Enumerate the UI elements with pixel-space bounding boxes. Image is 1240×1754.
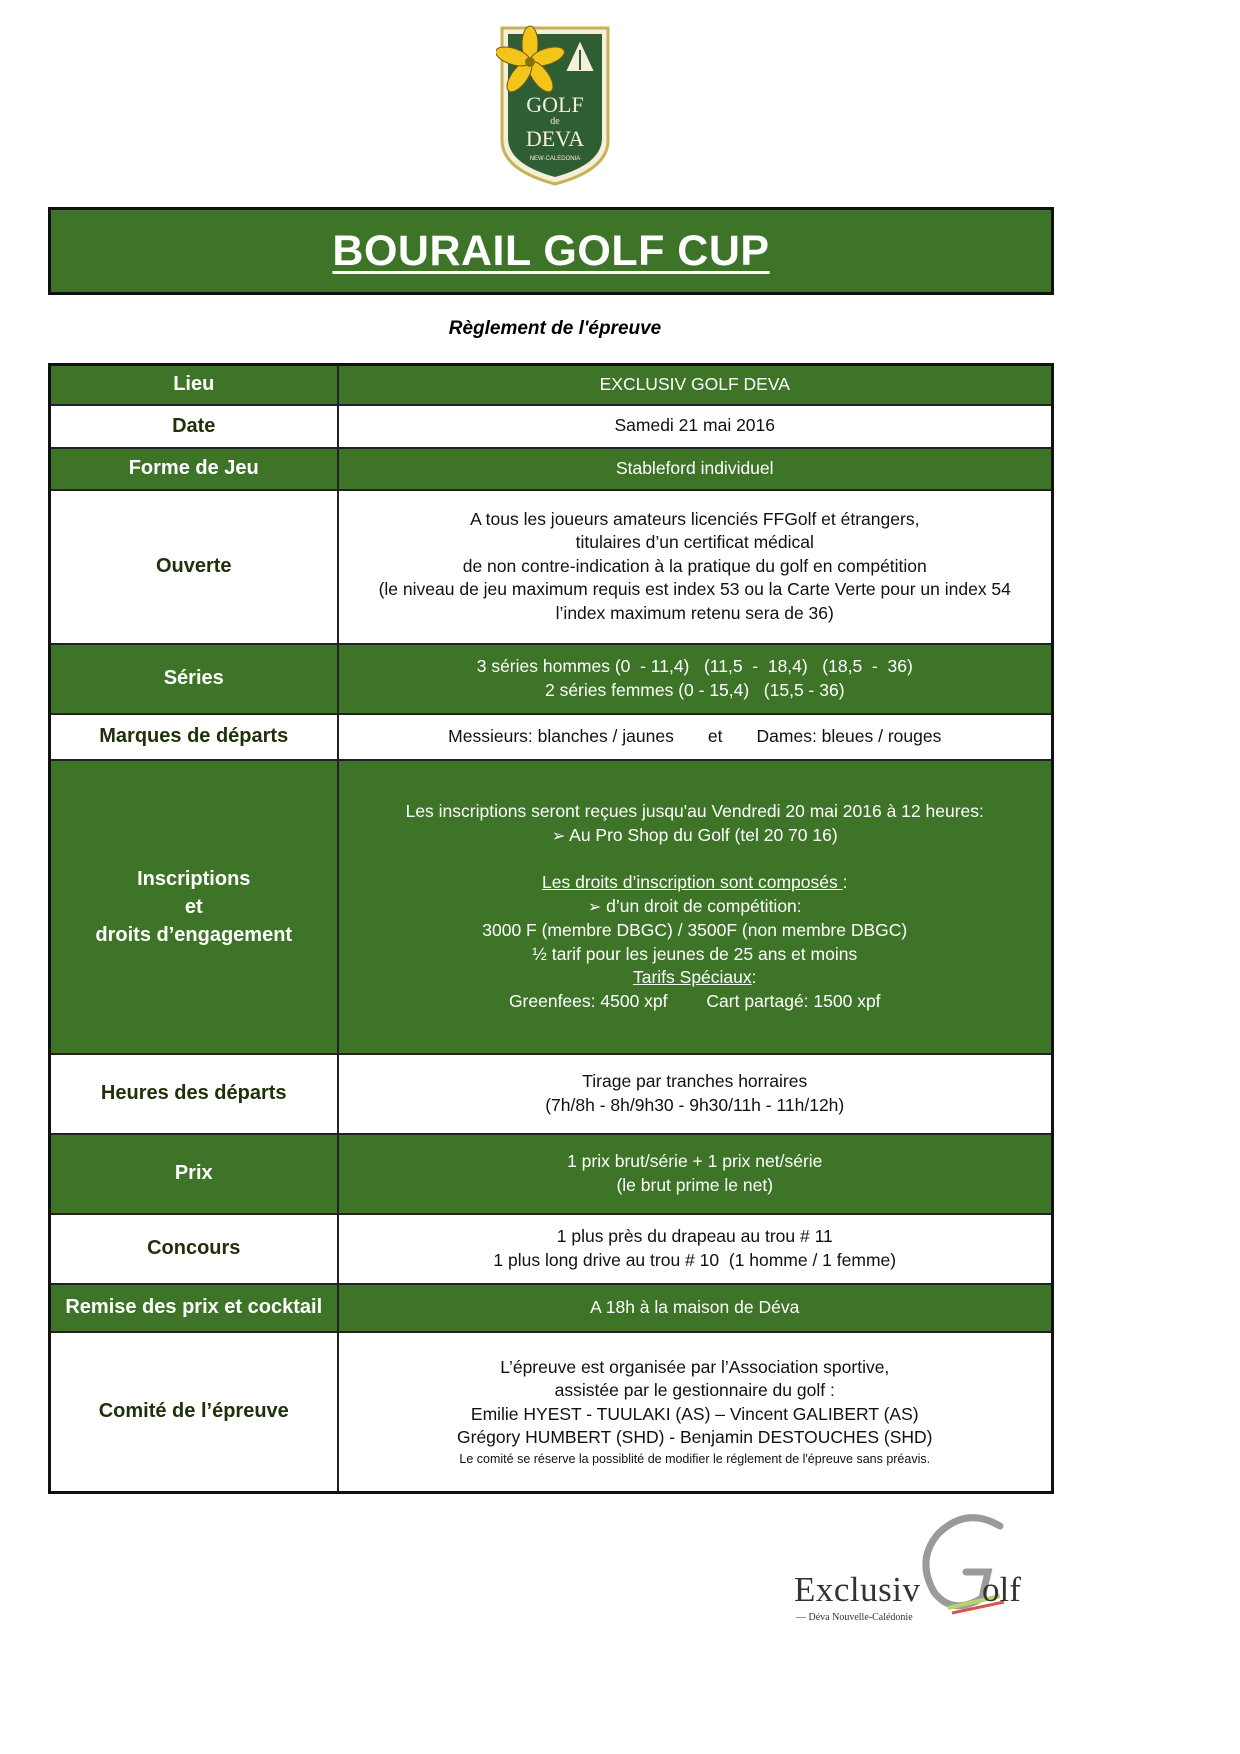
ouverte-line: de non contre-indication à la pratique du golf en compétition [462,555,927,576]
inscriptions-deadline: Les inscriptions seront reçues jusqu'au Vendredi 20 mai 2016 à 12 heures: [405,801,984,821]
value-remise: A 18h à la maison de Déva [338,1284,1053,1332]
comite-line: assistée par le gestionnaire du golf : [554,1380,835,1401]
arrow-bullet-icon: ➢ [587,898,602,916]
logo-line3: DEVA [525,126,585,151]
comite-line: Grégory HUMBERT (SHD) - Benjamin DESTOUCHES (SHD) [457,1427,933,1448]
footer-word2: olf [982,1570,1021,1609]
value-ouverte [338,490,1053,644]
arrow-bullet-icon: ➢ [551,827,566,845]
row-marques [50,714,1053,760]
row-ouverte [50,490,1053,644]
row-prix [50,1134,1053,1214]
rules-table [48,363,1054,1494]
row-date [50,405,1053,448]
value-inscriptions [338,760,1053,1054]
label-series: Séries [50,644,338,714]
label-forme: Forme de Jeu [50,448,338,490]
label-ouverte: Ouverte [50,490,338,644]
label-marques: Marques de départs [50,714,338,760]
concours-line: 1 plus près du drapeau au trou # 11 [556,1226,833,1246]
row-series [50,644,1053,714]
footer-tagline: — Déva Nouvelle-Calédonie [796,1612,913,1623]
heures-line: (7h/8h - 8h/9h30 - 9h30/11h - 11h/12h) [545,1094,845,1115]
label-concours: Concours [50,1214,338,1284]
value-concours [338,1214,1053,1284]
row-remise [50,1284,1053,1332]
inscriptions-proshop: ➢ Au Pro Shop du Golf (tel 20 70 16) [551,824,838,845]
concours-line: 1 plus long drive au trou # 10 (1 homme / 1 femme) [493,1249,897,1270]
inscriptions-label-line: et [184,895,203,918]
page-title: BOURAIL GOLF CUP [332,226,770,275]
comite-note: Le comité se réserve la possiblité de modifier le réglement de l'épreuve sans préavis. [459,1451,931,1466]
label-remise: Remise des prix et cocktail [50,1284,338,1332]
series-line: 2 séries femmes (0 - 15,4) (15,5 - 36) [544,679,845,700]
ouverte-line: (le niveau de jeu maximum requis est index 53 ou la Carte Verte pour un index 54 [378,579,1011,600]
label-date: Date [50,405,338,448]
label-heures: Heures des départs [50,1054,338,1134]
row-comite [50,1332,1053,1493]
ouverte-line: titulaires d’un certificat médical [575,532,814,553]
series-line: 3 séries hommes (0 - 11,4) (11,5 - 18,4) (18,5 - 36) [476,656,913,676]
title-banner [48,207,1054,295]
prix-line: 1 prix brut/série + 1 prix net/série [567,1151,823,1171]
inscriptions-competition-fee: ➢ d’un droit de compétition: [587,895,802,916]
label-comite: Comité de l’épreuve [50,1332,338,1493]
value-heures [338,1054,1053,1134]
logo-line4: NEW-CALEDONIA [529,156,581,162]
value-prix [338,1134,1053,1214]
inscriptions-special-rates: Greenfees: 4500 xpf Cart partagé: 1500 xpf [508,990,881,1011]
prix-line: (le brut prime le net) [616,1174,774,1195]
exclusiv-golf-logo [786,1512,1036,1632]
ouverte-line: A tous les joueurs amateurs licenciés FFGolf et étrangers, [470,508,920,529]
label-prix: Prix [50,1134,338,1214]
inscriptions-youth-rate: ½ tarif pour les jeunes de 25 ans et moins [532,943,858,964]
value-series [338,644,1053,714]
logo-line2: de [550,116,560,127]
row-heures [50,1054,1053,1134]
inscriptions-fee-amounts: 3000 F (membre DBGC) / 3500F (non membre DBGC) [482,920,908,940]
footer-word1: Exclusiv [794,1570,921,1609]
inscriptions-label-line: droits d’engagement [95,923,293,946]
logo-line1: GOLF [526,92,584,117]
golf-de-deva-logo [496,24,614,188]
inscriptions-fees-heading: Les droits d’inscription sont composés : [542,872,848,892]
subtitle: Règlement de l'épreuve [448,318,662,339]
value-comite [338,1332,1053,1493]
value-marques: Messieurs: blanches / jaunes et Dames: bleues / rouges [338,714,1053,760]
inscriptions-label-line: Inscriptions [137,867,251,890]
row-concours [50,1214,1053,1284]
row-inscriptions [50,760,1053,1054]
comite-line: Emilie HYEST - TUULAKI (AS) – Vincent GALIBERT (AS) [470,1403,919,1424]
heures-line: Tirage par tranches horraires [582,1071,808,1091]
comite-line: L’épreuve est organisée par l’Association sportive, [500,1356,890,1377]
row-lieu [50,365,1053,405]
value-forme: Stableford individuel [338,448,1053,490]
ouverte-line: l’index maximum retenu sera de 36) [555,602,834,623]
row-forme [50,448,1053,490]
inscriptions-special-heading: Tarifs Spéciaux: [632,967,757,987]
label-inscriptions [50,760,338,1054]
value-lieu: EXCLUSIV GOLF DEVA [338,365,1053,405]
label-lieu: Lieu [50,365,338,405]
value-date: Samedi 21 mai 2016 [338,405,1053,448]
